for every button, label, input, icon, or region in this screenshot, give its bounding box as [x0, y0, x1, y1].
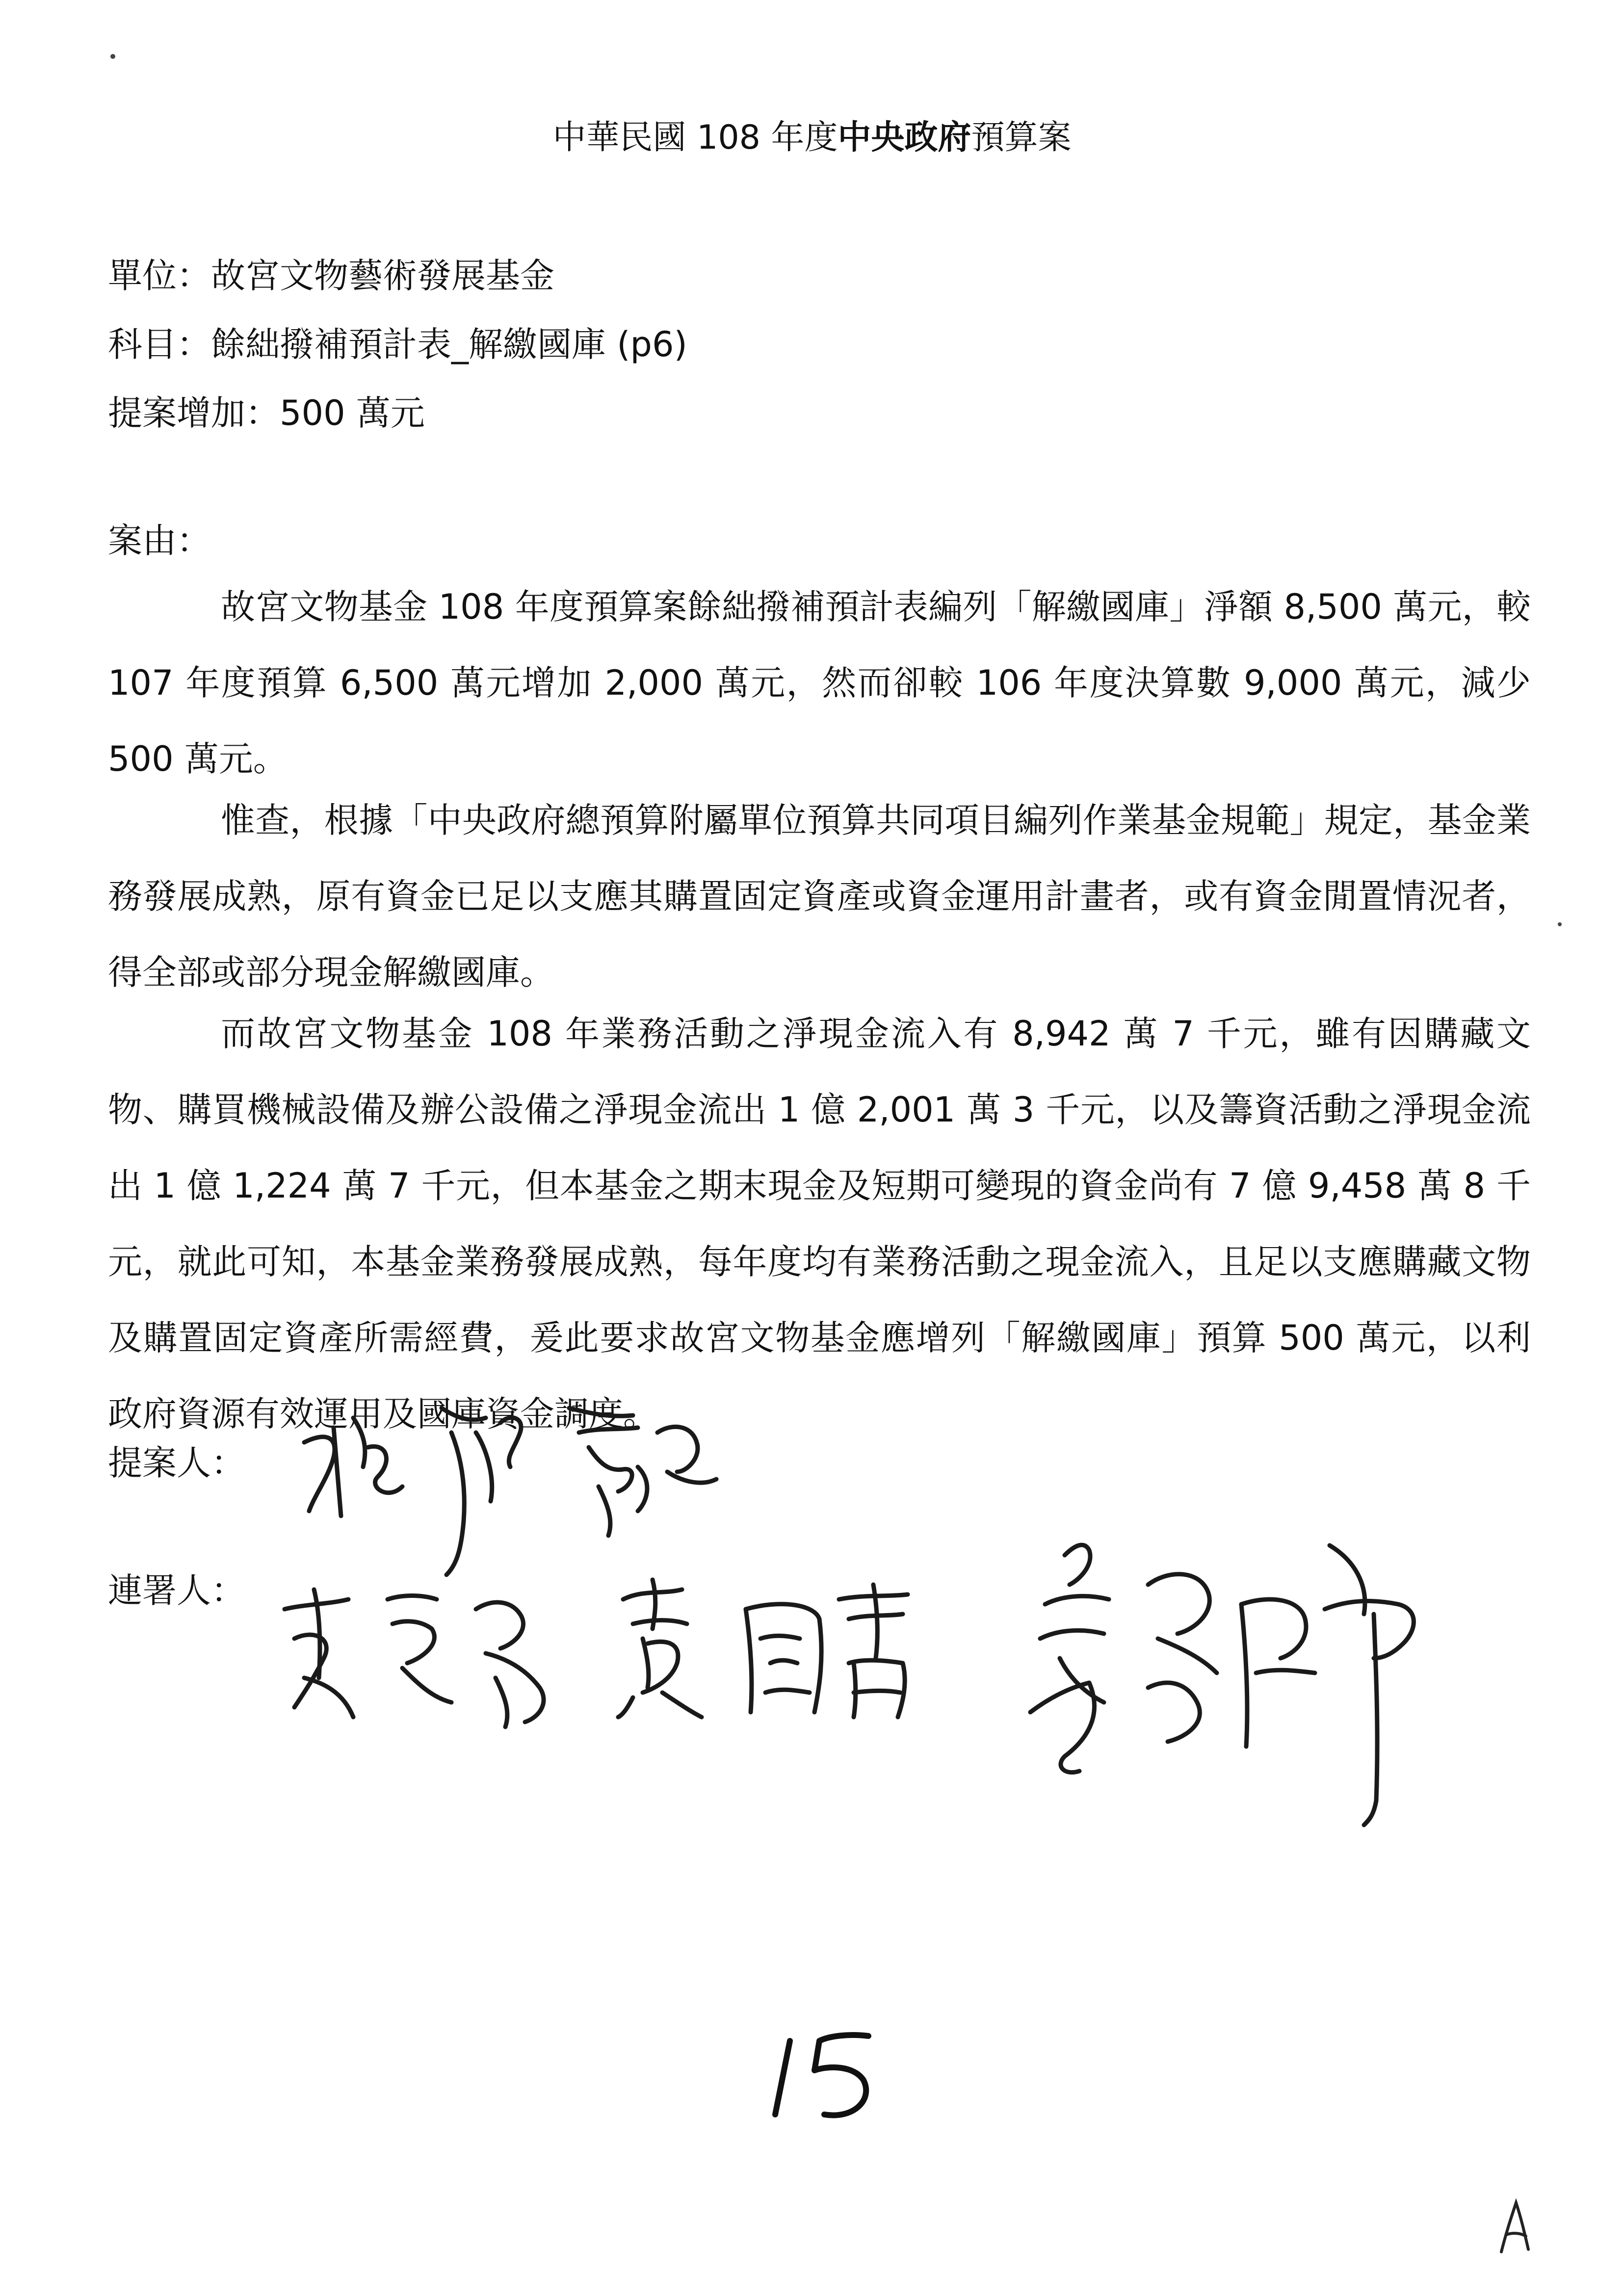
unit-line: 單位：故宮文物藝術發展基金	[108, 256, 554, 296]
reason-paragraph-1: 故宮文物基金 108 年度預算案餘絀撥補預計表編列「解繳國庫」淨額 8,500 萬元，較 107 年度預算 6,500 萬元增加 2,000 萬元，然而卻較 106 年度決算數 9,000 萬元，減少 500 萬元。	[108, 587, 1531, 779]
title-suffix: 預算案	[971, 118, 1072, 157]
document-title	[0, 118, 1624, 158]
corner-mark	[1494, 2198, 1533, 2257]
cosigner-label: 連署人：	[108, 1570, 245, 1611]
reason-paragraph-3: 而故宮文物基金 108 年業務活動之淨現金流入有 8,942 萬 7 千元，雖有因購藏文物、購買機械設備及辦公設備之淨現金流出 1 億 2,001 萬 3 千元，以及籌資活動之淨現金流出 1 億 1,224 萬 7 千元，但本基金之期末現金及短期可變現的資金尚有 7 億 9,458 萬 8 千元，就此可知，本基金業務發展成熟，每年度均有業務活動之現金流入，且足以支應購藏文物及購置固定資產所需經費，爰此要求故宮文物基金應增列「解繳國庫」預算 500 萬元，以利政府資源有效運用及國庫資金調度。	[108, 1014, 1531, 1434]
cosigner-signature-1	[275, 1580, 579, 1737]
reason-paragraph-2: 惟查，根據「中央政府總預算附屬單位預算共同項目編列作業基金規範」規定，基金業務發展成熟，原有資金已足以支應其購置固定資產或資金運用計畫者，或有資金閒置情況者，得全部或部分現金解繳國庫。	[108, 800, 1531, 992]
page-number	[756, 2026, 903, 2124]
cosigner-signature-2	[603, 1570, 937, 1732]
title-prefix: 中華民國 108 年度	[552, 118, 838, 157]
reason-heading: 案由：	[108, 521, 211, 561]
subject-line: 科目：餘絀撥補預計表_解繳國庫 (p6)	[108, 324, 687, 365]
proposer-signature	[294, 1388, 736, 1585]
title-bold: 中央政府	[838, 118, 971, 157]
scan-speck	[1558, 922, 1562, 926]
cosigner-signature-3	[1011, 1526, 1442, 1830]
scan-speck	[110, 54, 115, 59]
proposal-amount-line: 提案增加：500 萬元	[108, 393, 425, 433]
proposer-label: 提案人：	[108, 1443, 245, 1483]
